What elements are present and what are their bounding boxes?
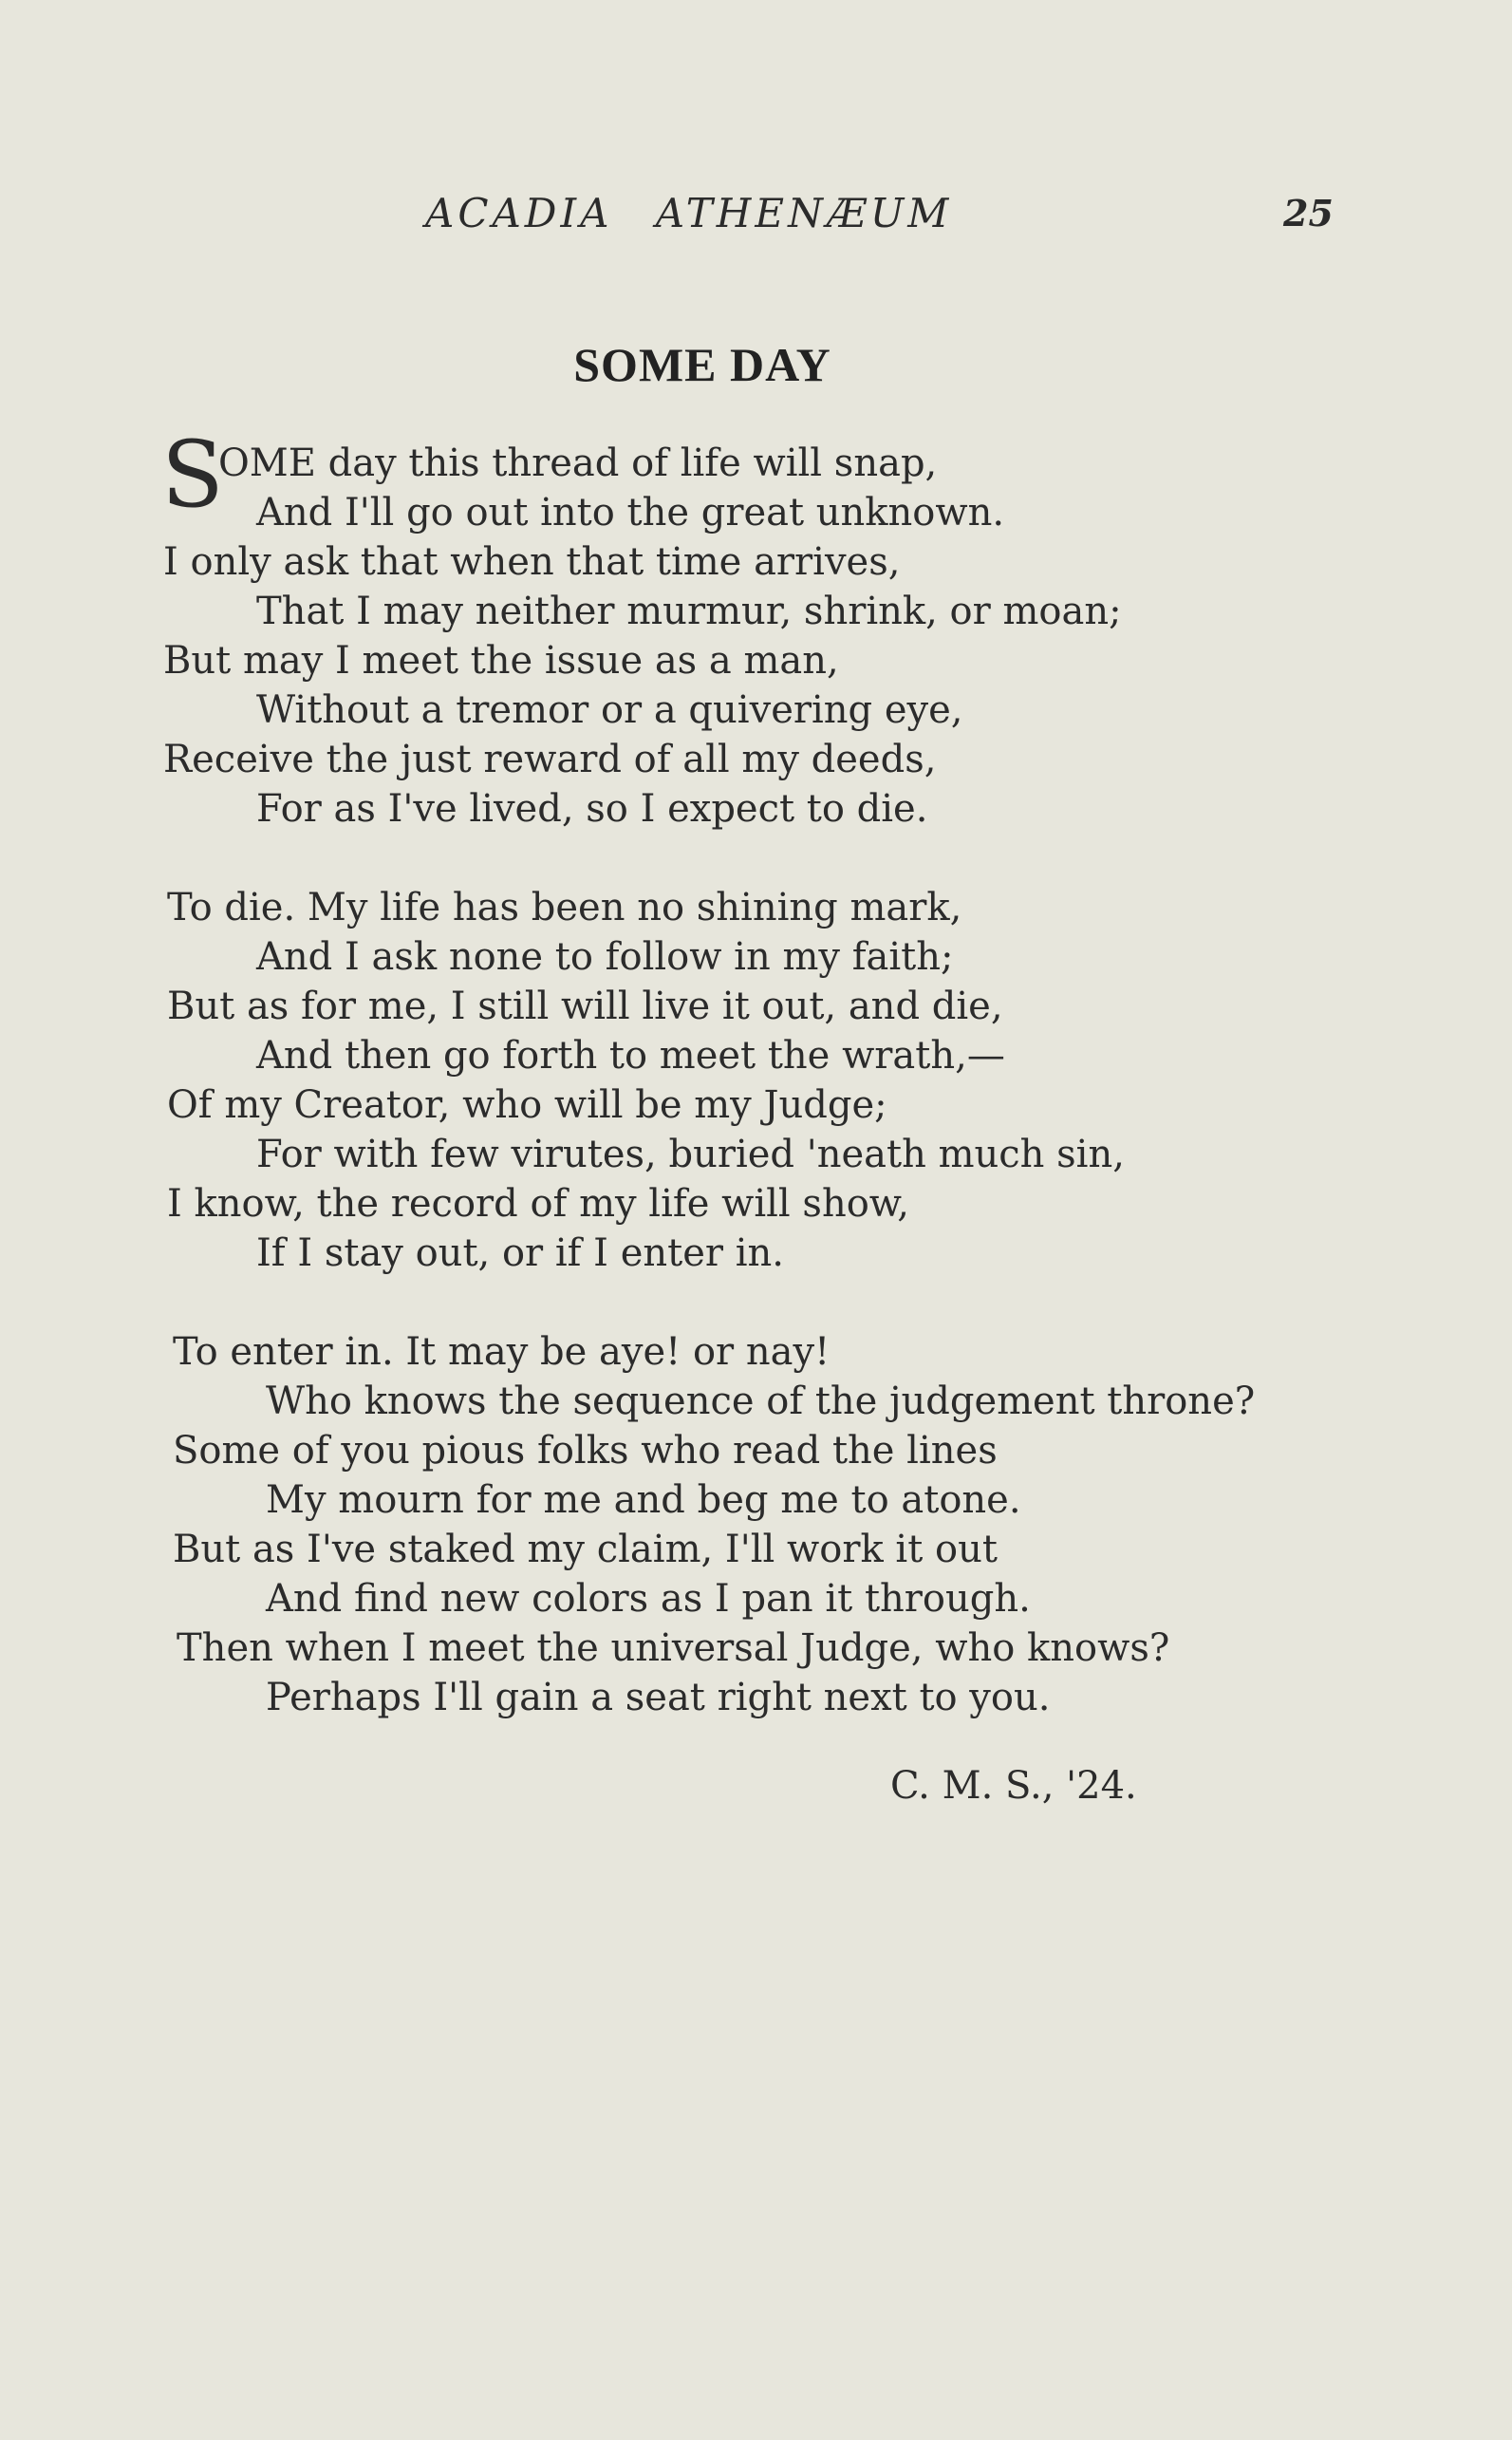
drop-cap: S — [161, 422, 224, 528]
poem-line: That I may neither murmur, shrink, or moan; — [256, 590, 1122, 633]
poem-line: Some of you pious folks who read the lines — [173, 1429, 998, 1473]
poem-line: If I stay out, or if I enter in. — [256, 1231, 784, 1275]
poem-line: My mourn for me and beg me to atone. — [266, 1478, 1021, 1522]
poem-line: And then go forth to meet the wrath,— — [256, 1034, 1005, 1078]
poem-line: I know, the record of my life will show, — [167, 1182, 909, 1226]
poem-line: Then when I meet the universal Judge, who knows? — [177, 1626, 1170, 1670]
poem-line: And I ask none to follow in my faith; — [256, 935, 954, 979]
poem-line: And find new colors as I pan it through. — [266, 1577, 1031, 1621]
page-number: 25 — [1283, 192, 1334, 235]
poem-line: Of my Creator, who will be my Judge; — [167, 1083, 887, 1127]
author-signature: C. M. S., '24. — [890, 1764, 1137, 1808]
poem-line: But as I've staked my claim, I'll work it out — [173, 1528, 998, 1571]
running-head — [0, 190, 1512, 247]
poem-line: For with few virutes, buried 'neath much sin, — [256, 1133, 1125, 1176]
poem-title: SOME DAY — [573, 338, 831, 391]
poem-line: Without a tremor or a quivering eye, — [256, 688, 963, 732]
poem-line: To die. My life has been no shining mark, — [167, 886, 962, 929]
poem-line: OME day this thread of life will snap, — [218, 441, 938, 485]
poem-line: I only ask that when that time arrives, — [163, 540, 901, 584]
journal-title: ACADIA ATHENÆUM — [425, 190, 953, 236]
poem-line: Receive the just reward of all my deeds, — [163, 738, 937, 781]
poem-line: To enter in. It may be aye! or nay! — [173, 1330, 831, 1374]
poem-line: Who knows the sequence of the judgement throne? — [266, 1380, 1256, 1423]
poem-line: Perhaps I'll gain a seat right next to you. — [266, 1676, 1051, 1719]
poem-line: But may I meet the issue as a man, — [163, 639, 839, 683]
poem-line: And I'll go out into the great unknown. — [256, 491, 1005, 535]
poem-line: But as for me, I still will live it out, and die, — [167, 985, 1003, 1028]
poem-line: For as I've lived, so I expect to die. — [256, 787, 928, 831]
